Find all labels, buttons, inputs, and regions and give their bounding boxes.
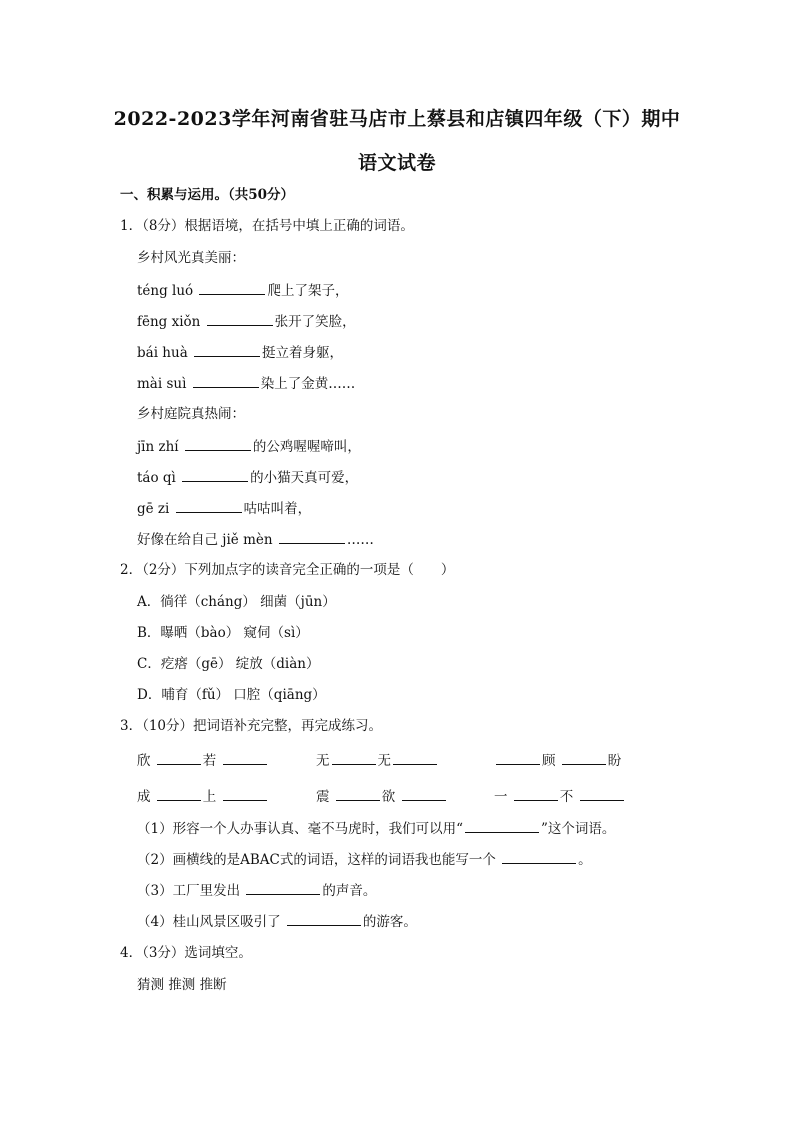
answer-blank[interactable] [332,750,376,765]
char: 震 [316,789,330,805]
row-text: 挺立着身躯， [262,345,344,361]
answer-blank[interactable] [176,498,242,513]
answer-blank[interactable] [402,786,446,801]
section-heading: 一、积累与运用。（共50分） [120,187,295,203]
q2-option-c[interactable]: C．疙瘩（gē） 绽放（diàn） [137,656,320,672]
sub-text: 。 [578,852,592,868]
q1-intro1: 乡村风光真美丽： [137,250,245,266]
answer-blank[interactable] [185,436,251,451]
char: 若 [202,753,217,769]
answer-blank[interactable] [279,529,345,544]
answer-blank[interactable] [336,786,380,801]
pinyin: mài suì [137,376,187,392]
char: 一 [494,789,508,805]
sub-text: 的游客。 [362,914,417,930]
char: 成 [137,789,151,805]
q3-idiom-a1 [137,750,269,771]
char: 无 [377,753,391,769]
sub-text: 的声音。 [322,883,377,899]
answer-blank[interactable] [246,880,320,895]
q3-stem: 3．（10分）把词语补充完整，再完成练习。 [120,718,383,734]
q1-row [137,311,356,332]
q1-row [137,529,374,550]
pinyin: táo qì [137,470,176,486]
row-text: 的小猫天真可爱， [250,470,359,486]
answer-blank[interactable] [496,750,540,765]
row-prefix: 好像在给自己 [137,532,218,548]
q3-sub1 [137,818,615,839]
q3-idiom-b2 [316,786,448,807]
q4-word-bank: 猜测 推测 推断 [137,977,227,993]
sub-text: （3）工厂里发出 [137,883,241,899]
char: 上 [202,789,217,805]
sub-text: （2）画横线的是ABAC式的词语，这样的词语我也能写一个 [137,852,496,868]
q1-row [137,498,311,519]
q2-option-b[interactable]: B．曝晒（bào） 窥伺（sì） [137,625,309,641]
q3-idiom-c2 [494,786,626,807]
answer-blank[interactable] [223,750,267,765]
q1-stem: 1．（8分）根据语境，在括号中填上正确的词语。 [120,218,414,234]
row-text: 爬上了架子， [267,283,349,299]
q1-intro2: 乡村庭院真热闹： [137,406,245,422]
answer-blank[interactable] [223,786,267,801]
q2-option-d[interactable]: D．哺育（fǔ） 口腔（qiāng） [137,687,326,703]
pinyin: jiě mèn [222,532,273,548]
row-text: 咕咕叫着， [243,501,312,517]
pinyin: jīn zhí [137,439,179,455]
answer-blank[interactable] [199,280,265,295]
row-text: 张开了笑脸， [274,314,356,330]
sub-text: （1）形容一个人办事认真、毫不马虎时，我们可以用“ [137,821,463,837]
q3-idiom-a2 [137,786,269,807]
char: 欣 [137,753,151,769]
answer-blank[interactable] [207,311,273,326]
char: 欲 [381,789,396,805]
pinyin: gē zi [137,501,170,517]
char: 无 [316,753,330,769]
row-text: 的公鸡喔喔啼叫， [252,439,361,455]
sub-text: ”这个词语。 [541,821,616,837]
answer-blank[interactable] [562,750,606,765]
answer-blank[interactable] [182,467,248,482]
answer-blank[interactable] [580,786,624,801]
sub-text: （4）桂山风景区吸引了 [137,914,281,930]
answer-blank[interactable] [393,750,437,765]
q3-idiom-b1 [316,750,439,771]
answer-blank[interactable] [157,750,201,765]
pinyin: fēng xiǒn [137,314,201,330]
q3-idiom-c1 [494,750,621,771]
q1-row [137,467,358,488]
answer-blank[interactable] [193,373,259,388]
q1-row [137,342,343,363]
q2-stem: 2．（2分）下列加点字的读音完全正确的一项是（ ） [120,562,455,578]
answer-blank[interactable] [287,911,361,926]
pinyin: téng luó [137,283,194,299]
char: 不 [559,789,574,805]
q1-row [137,436,361,457]
q2-option-a[interactable]: A．徜徉（cháng） 细菌（jūn） [137,594,336,610]
q1-row [137,280,348,301]
row-text: …… [346,532,374,548]
answer-blank[interactable] [514,786,558,801]
q1-row [137,373,355,394]
answer-blank[interactable] [194,342,260,357]
q3-sub3 [137,880,376,901]
q3-sub2 [137,849,592,870]
q3-sub4 [137,911,417,932]
row-text: 染上了金黄…… [260,376,356,392]
document-title-line1: 2022-2023学年河南省驻马店市上蔡县和店镇四年级（下）期中 [113,108,681,130]
answer-blank[interactable] [157,786,201,801]
q4-stem: 4．（3分）选词填空。 [120,945,252,961]
answer-blank[interactable] [465,818,539,833]
answer-blank[interactable] [502,849,576,864]
document-title-line2: 语文试卷 [357,152,436,174]
char: 顾 [542,753,556,769]
char: 盼 [607,753,622,769]
pinyin: bái huà [137,345,188,361]
